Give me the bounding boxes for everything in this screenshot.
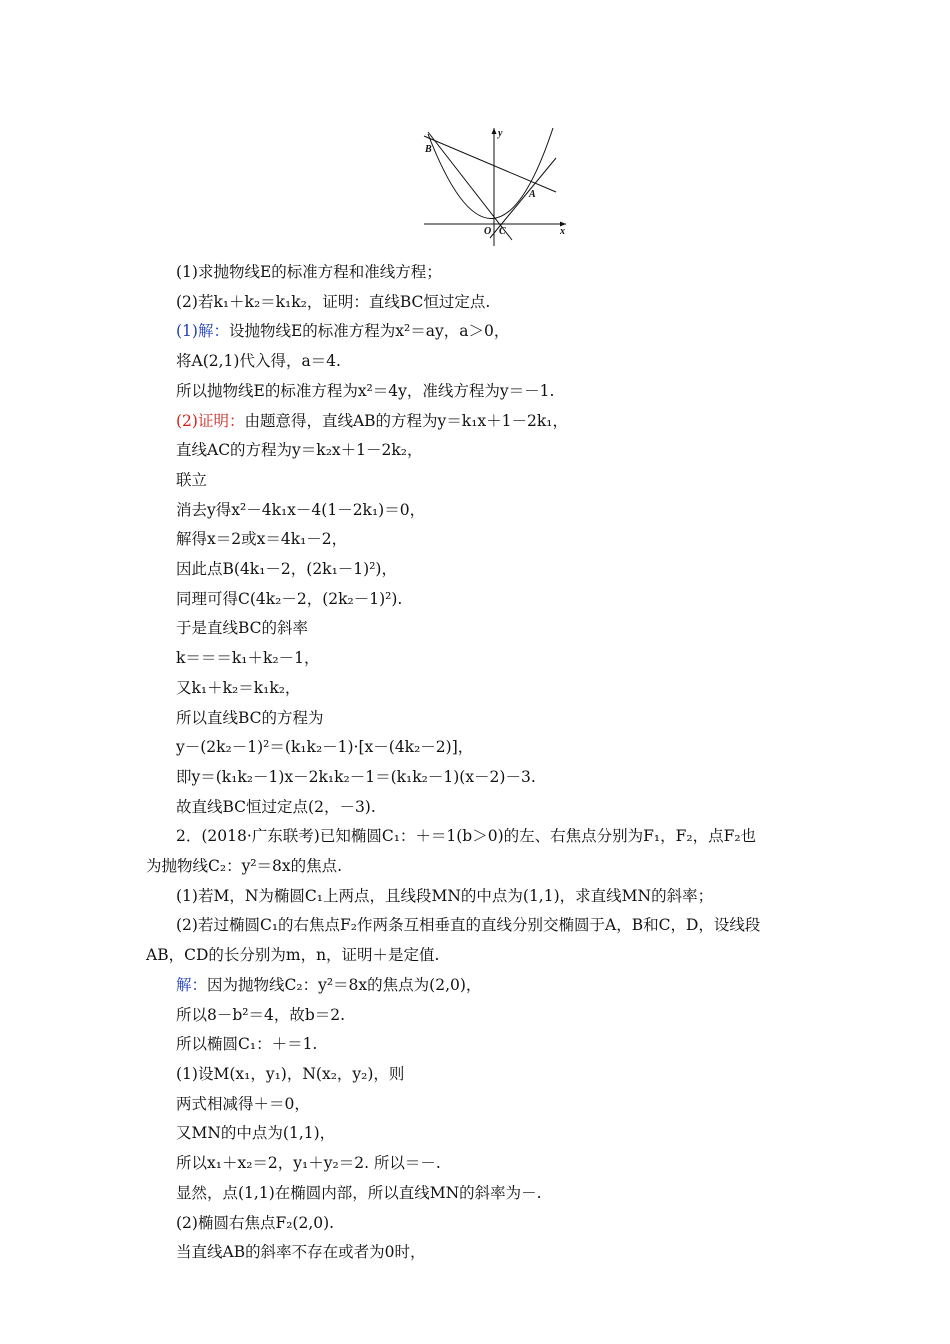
text-line: 所以抛物线E的标准方程为x²＝4y，准线方程为y＝－1. bbox=[176, 381, 555, 400]
answer-text: 因为抛物线C₂：y²＝8x的焦点为(2,0)， bbox=[207, 975, 482, 994]
text-line: (1)求抛物线E的标准方程和准线方程； bbox=[176, 263, 442, 281]
text-line: 所以x₁＋x₂＝2，y₁＋y₂＝2. 所以＝－. bbox=[176, 1154, 441, 1173]
label-B: B bbox=[425, 144, 432, 155]
parabola-figure bbox=[420, 122, 568, 248]
text-line: (2)若过椭圆C₁的右焦点F₂作两条互相垂直的直线分别交椭圆于A，B和C，D，设线段 bbox=[176, 916, 761, 935]
text-line: (2)椭圆右焦点F₂(2,0). bbox=[176, 1213, 335, 1232]
document-body bbox=[146, 258, 816, 1268]
text-line: 2．(2018·广东联考)已知椭圆C₁：＋＝1(b＞0)的左、右焦点分别为F₁，F₂，点F₂也 bbox=[176, 827, 757, 846]
text-line: 故直线BC恒过定点(2，－3). bbox=[176, 797, 376, 816]
parabola-diagram bbox=[420, 122, 568, 248]
text-line: AB，CD的长分别为m，n，证明＋是定值. bbox=[146, 946, 440, 965]
label-y: y bbox=[498, 128, 503, 139]
answer-text: 由题意得，直线AB的方程为y＝k₁x＋1－2k₁， bbox=[244, 411, 568, 430]
text-line: 联立 bbox=[176, 470, 208, 489]
text-line: 所以直线BC的方程为 bbox=[176, 708, 324, 727]
text-line: k＝＝＝k₁＋k₂－1， bbox=[176, 649, 320, 668]
text-line: 直线AC的方程为y＝k₂x＋1－2k₂， bbox=[176, 441, 423, 460]
label-O: O bbox=[484, 226, 492, 237]
text-line bbox=[146, 407, 816, 437]
text-line: 于是直线BC的斜率 bbox=[176, 619, 309, 638]
text-line: 又MN的中点为(1,1)， bbox=[176, 1124, 336, 1143]
text-line: (1)设M(x₁，y₁)，N(x₂，y₂)，则 bbox=[176, 1064, 405, 1083]
text-line: 即y＝(k₁k₂－1)x－2k₁k₂－1＝(k₁k₂－1)(x－2)－3. bbox=[176, 767, 536, 786]
text-line: 所以8－b²＝4，故b＝2. bbox=[176, 1005, 346, 1024]
text-line: 同理可得C(4k₂－2，(2k₂－1)²). bbox=[176, 589, 403, 608]
label-A: A bbox=[529, 189, 536, 200]
text-line: 解得x＝2或x＝4k₁－2， bbox=[176, 530, 348, 549]
parabola-curve bbox=[428, 128, 553, 219]
label-C: C bbox=[499, 226, 506, 237]
text-line: 当直线AB的斜率不存在或者为0时， bbox=[176, 1243, 426, 1262]
line-BA bbox=[424, 136, 556, 192]
text-line: 将A(2,1)代入得，a＝4. bbox=[176, 352, 341, 371]
text-line: 显然，点(1,1)在椭圆内部，所以直线MN的斜率为－. bbox=[176, 1183, 542, 1202]
text-line: y－(2k₂－1)²＝(k₁k₂－1)·[x－(4k₂－2)]， bbox=[176, 738, 474, 757]
text-line bbox=[146, 971, 816, 1001]
answer-tag: (2)证明： bbox=[176, 411, 245, 430]
text-line: 因此点B(4k₁－2，(2k₁－1)²)， bbox=[176, 560, 397, 579]
answer-text: 设抛物线E的标准方程为x²＝ay，a＞0， bbox=[228, 322, 510, 341]
text-line: (1)若M，N为椭圆C₁上两点，且线段MN的中点为(1,1)，求直线MN的斜率； bbox=[176, 886, 714, 905]
text-line bbox=[146, 317, 816, 347]
text-line: 又k₁＋k₂＝k₁k₂， bbox=[176, 678, 301, 697]
answer-tag: 解： bbox=[176, 975, 208, 994]
y-axis-arrow bbox=[492, 128, 497, 134]
text-line: 所以椭圆C₁：＋＝1. bbox=[176, 1035, 318, 1054]
text-line: 两式相减得＋＝0， bbox=[176, 1094, 310, 1113]
text-line: (2)若k₁＋k₂＝k₁k₂，证明：直线BC恒过定点. bbox=[176, 292, 491, 311]
text-line: 为抛物线C₂：y²＝8x的焦点. bbox=[146, 857, 343, 876]
text-line: 消去y得x²－4k₁x－4(1－2k₁)＝0， bbox=[176, 500, 426, 519]
answer-tag: (1)解： bbox=[176, 322, 229, 341]
label-x: x bbox=[560, 226, 565, 237]
